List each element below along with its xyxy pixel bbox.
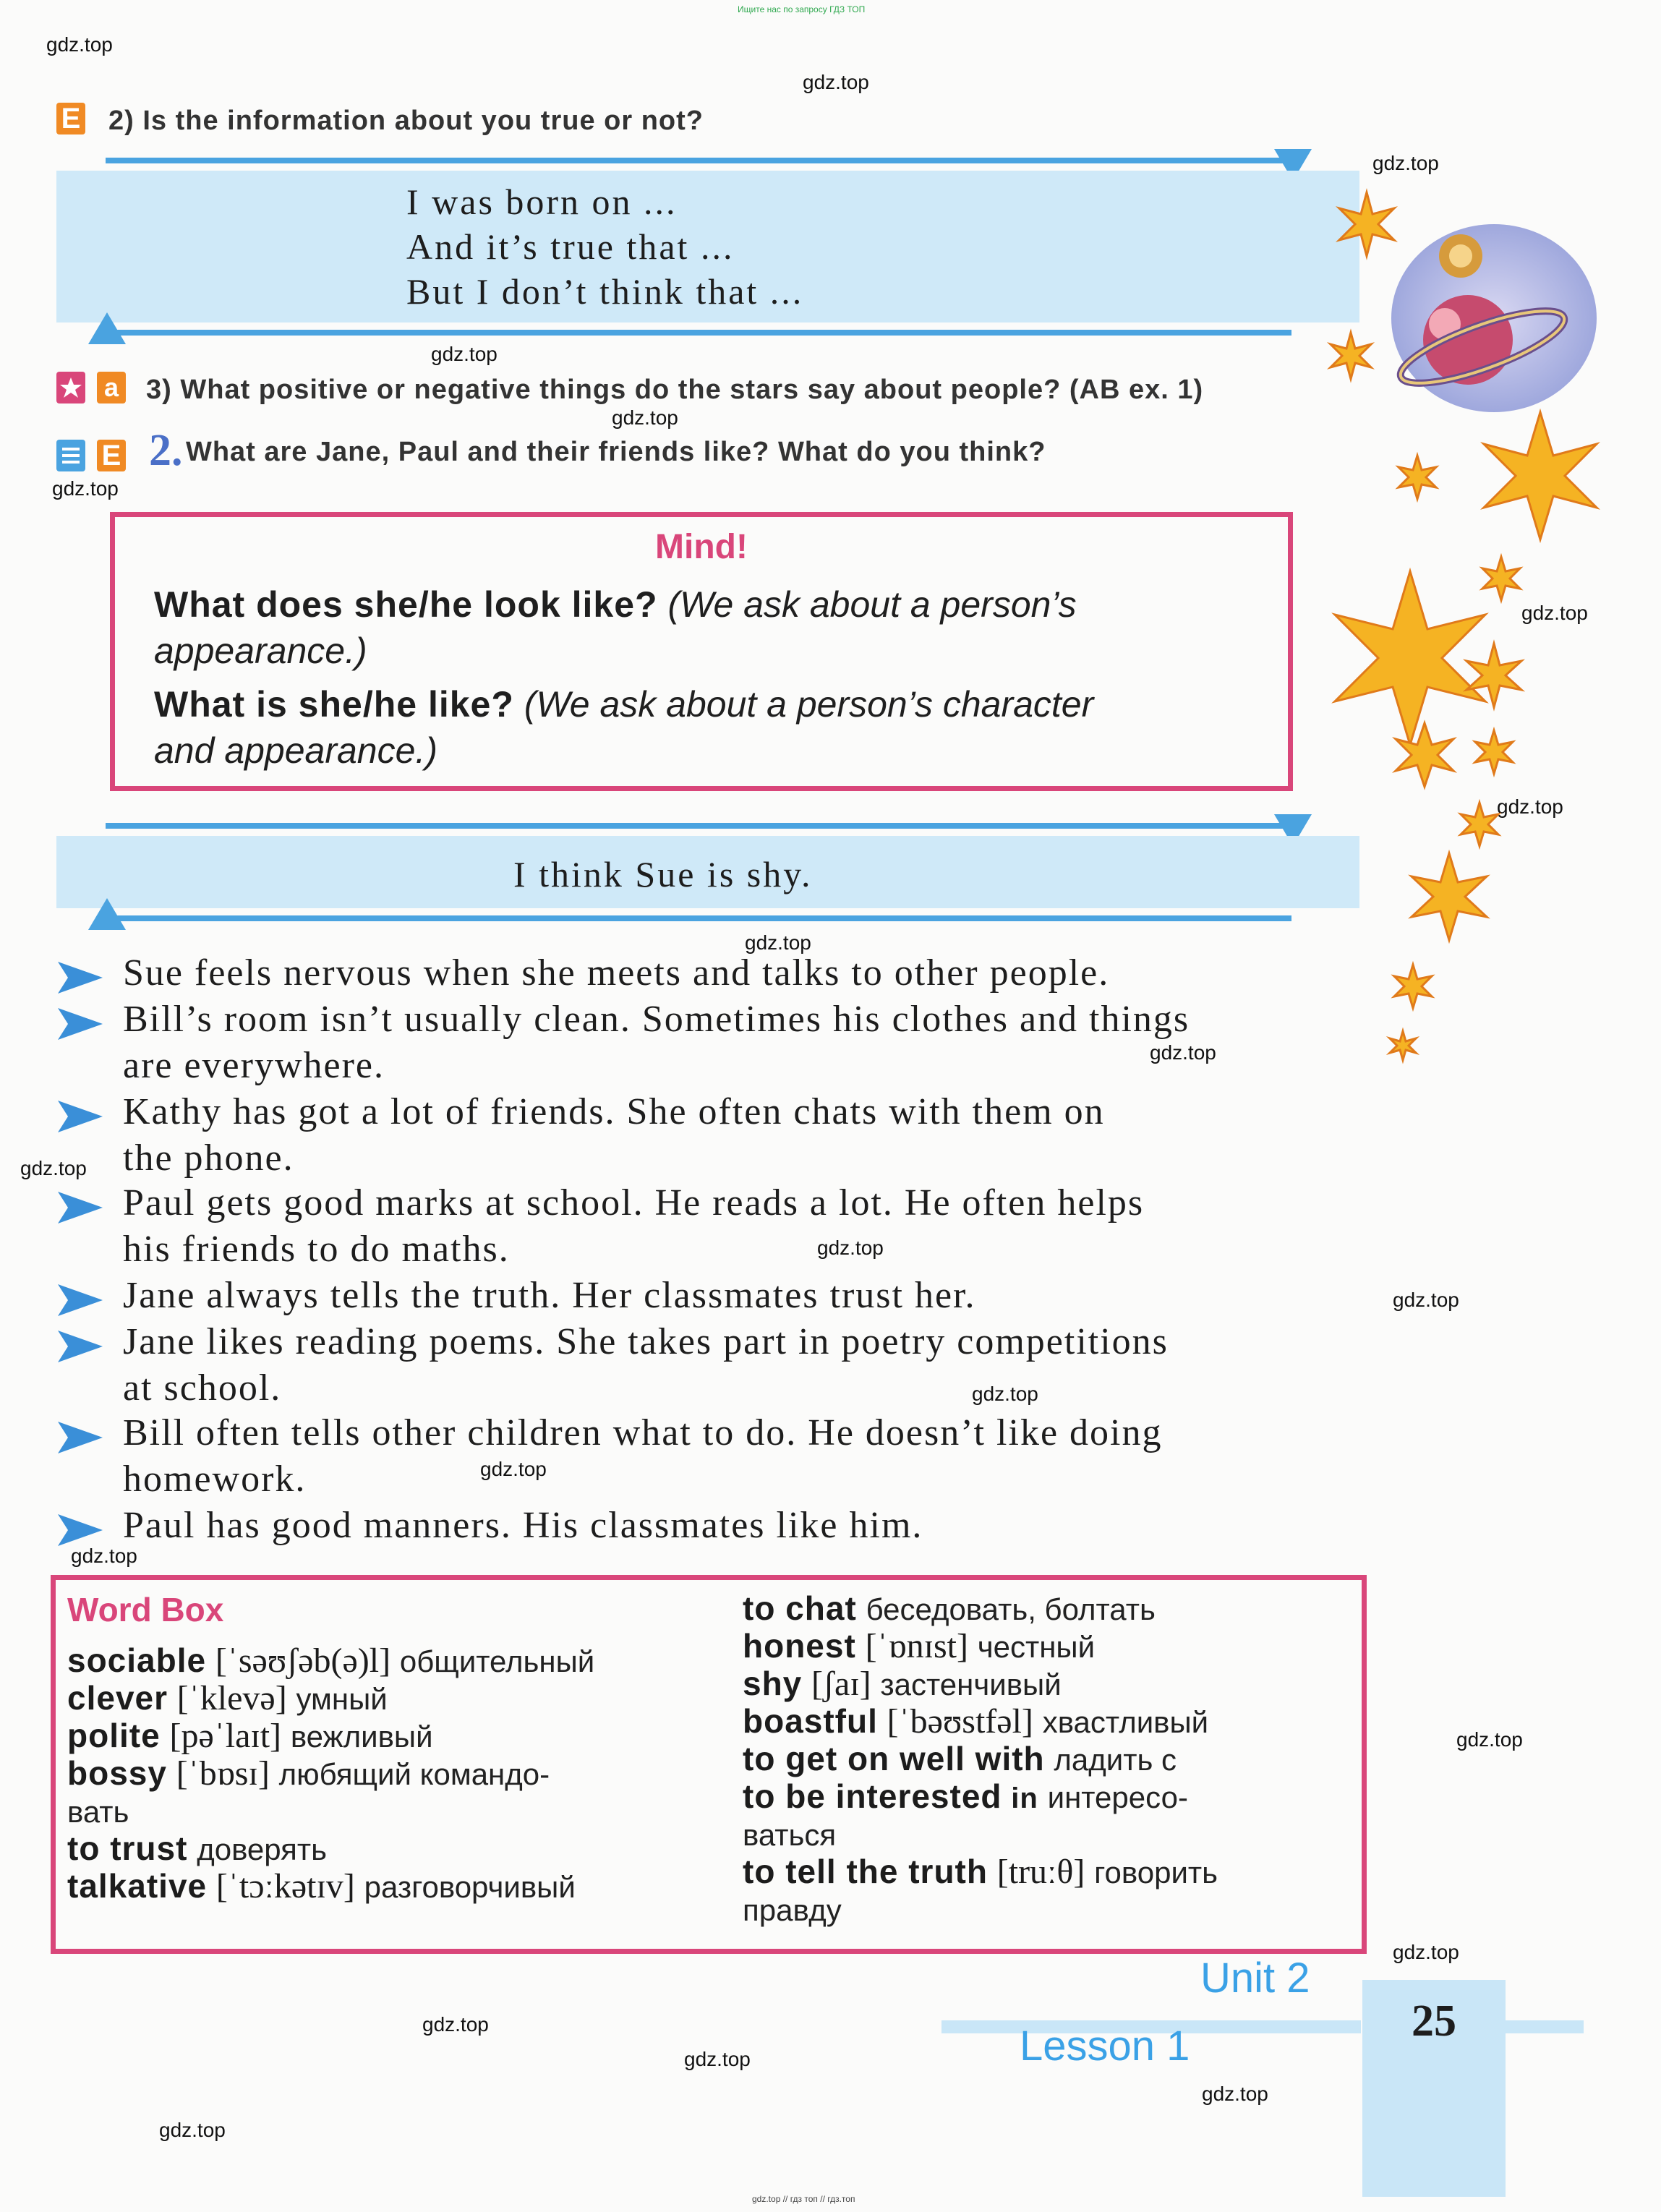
- a-badge-icon: a: [97, 372, 126, 403]
- question-3: 3) What positive or negative things do the stars say about people? (AB ex. 1): [146, 375, 1204, 405]
- word-entry: talkative [ˈtɔːkətɪv] разговорчивый: [67, 1867, 576, 1905]
- pattern-line: I was born on ...: [406, 182, 678, 222]
- bullet-arrow-icon: [56, 1511, 104, 1549]
- star-icon: [1394, 965, 1432, 1008]
- word-entry-cont: ваться: [743, 1818, 837, 1852]
- watermark: gdz.top: [52, 477, 119, 500]
- word-entry: honest [ˈɒnɪst] честный: [743, 1627, 1096, 1665]
- mind-title: Mind!: [655, 528, 748, 566]
- bullet-arrow-icon: [56, 1281, 104, 1319]
- word-entry: boastful [ˈbəʊstfəl] хвастливый: [743, 1702, 1209, 1741]
- statement-line: the phone.: [123, 1137, 294, 1179]
- statement-line: at school.: [123, 1367, 282, 1409]
- watermark: gdz.top: [817, 1237, 884, 1259]
- watermark: gdz.top: [1202, 2083, 1268, 2105]
- star-badge-icon: [56, 372, 85, 403]
- bullet-arrow-icon: [56, 1098, 104, 1135]
- mind-question-1-cont: appearance.): [154, 631, 367, 671]
- exercise-2-heading: 2. What are Jane, Paul and their friends like? What do you think?: [149, 426, 1046, 475]
- mind-box: [110, 512, 1293, 791]
- band-top-line: [106, 158, 1299, 163]
- band-bottom-line: [106, 915, 1291, 921]
- band-top-line: [106, 823, 1299, 829]
- word-entry: shy [ʃaɪ] застенчивый: [743, 1665, 1062, 1703]
- statement-line: are everywhere.: [123, 1045, 385, 1086]
- e-badge-icon: E: [97, 440, 126, 471]
- stars-decoration: [1323, 166, 1613, 1106]
- pattern-line: But I don’t think that ...: [406, 271, 804, 312]
- statement-line: his friends to do maths.: [123, 1229, 510, 1270]
- watermark: gdz.top: [1497, 795, 1563, 818]
- statement-line: Paul gets good marks at school. He reads a lot. He often helps: [123, 1182, 1145, 1224]
- top-site-note: Ищите нас по запросу ГДЗ ТОП: [738, 4, 866, 14]
- watermark: gdz.top: [480, 1458, 547, 1480]
- watermark: gdz.top: [972, 1383, 1038, 1405]
- bullet-arrow-icon: [56, 1419, 104, 1456]
- word-entry: bossy [ˈbɒsɪ] любящий командо-: [67, 1754, 550, 1793]
- statement-line: Bill’s room isn’t usually clean. Sometimes his clothes and things: [123, 999, 1190, 1040]
- word-entry-cont: правду: [743, 1893, 842, 1927]
- bottom-site-note: gdz.top // гдз топ // гдз.топ: [752, 2194, 855, 2204]
- word-box-title: Word Box: [67, 1591, 224, 1628]
- statement-line: Sue feels nervous when she meets and talks to other people.: [123, 952, 1110, 994]
- watermark: gdz.top: [71, 1545, 137, 1567]
- star-icon: [1335, 571, 1485, 745]
- band-arrow-up-icon: [88, 312, 126, 344]
- band-bottom-line: [106, 330, 1291, 336]
- word-entry: sociable [ˈsəʊʃəb(ə)l] общительный: [67, 1641, 595, 1680]
- word-entry: to be interested in интересо-: [743, 1777, 1188, 1815]
- word-box: [51, 1575, 1367, 1954]
- star-icon: [1475, 730, 1513, 774]
- statement-line: Jane likes reading poems. She takes part in poetry competitions: [123, 1321, 1169, 1362]
- lesson-label: Lesson 1: [1020, 2023, 1190, 2070]
- word-entry: clever [ˈklevə] умный: [67, 1679, 388, 1717]
- pattern-line: And it’s true that ...: [406, 226, 735, 267]
- bullet-arrow-icon: [56, 1328, 104, 1365]
- watermark: gdz.top: [1150, 1041, 1216, 1064]
- word-entry: to tell the truth [truːθ] говорить: [743, 1853, 1218, 1891]
- star-icon: [1390, 1031, 1416, 1060]
- watermark: gdz.top: [46, 33, 113, 56]
- watermark: gdz.top: [20, 1157, 87, 1179]
- band-arrow-up-icon: [88, 898, 126, 930]
- footer-stripe: [1504, 2020, 1584, 2033]
- watermark: gdz.top: [1456, 1728, 1523, 1751]
- watermark: gdz.top: [1372, 152, 1439, 174]
- watermark: gdz.top: [431, 343, 498, 365]
- statement-line: Paul has good manners. His classmates like him.: [123, 1505, 923, 1546]
- watermark: gdz.top: [1393, 1289, 1459, 1311]
- word-entry: to chat беседовать, болтать: [743, 1589, 1156, 1627]
- unit-label: Unit 2: [1200, 1955, 1310, 2002]
- mind-question-2-cont: and appearance.): [154, 730, 437, 771]
- star-icon: [1399, 456, 1436, 499]
- pattern-line: I think Sue is shy.: [513, 854, 813, 894]
- watermark: gdz.top: [612, 406, 678, 429]
- question-2: 2) Is the information about you true or not?: [108, 106, 704, 136]
- star-icon: [1461, 803, 1498, 846]
- watermark: gdz.top: [803, 71, 869, 93]
- bullet-arrow-icon: [56, 959, 104, 996]
- page-number: 25: [1412, 1997, 1456, 2046]
- word-entry: to get on well with ладить с: [743, 1740, 1177, 1777]
- star-icon: [1484, 412, 1597, 539]
- star-icon: [1396, 723, 1453, 787]
- bullet-arrow-icon: [56, 1189, 104, 1226]
- word-entry-cont: вать: [67, 1795, 129, 1829]
- e-badge-icon: E: [56, 103, 85, 134]
- mind-question-1: What does she/he look like? (We ask about a person’s: [154, 584, 1077, 625]
- star-icon: [1412, 853, 1487, 940]
- watermark: gdz.top: [684, 2048, 751, 2070]
- word-entry: to trust доверять: [67, 1829, 328, 1867]
- statement-line: Jane always tells the truth. Her classmates trust her.: [123, 1275, 976, 1316]
- watermark: gdz.top: [422, 2013, 489, 2036]
- list-badge-icon: [56, 440, 85, 471]
- bullet-arrow-icon: [56, 1005, 104, 1043]
- watermark: gdz.top: [745, 931, 811, 954]
- mind-question-2: What is she/he like? (We ask about a person’s character: [154, 684, 1094, 725]
- statement-line: Bill often tells other children what to do. He doesn’t like doing: [123, 1412, 1163, 1453]
- word-entry: polite [pəˈlaɪt] вежливый: [67, 1717, 433, 1755]
- watermark: gdz.top: [1393, 1941, 1459, 1963]
- statement-line: Kathy has got a lot of friends. She often chats with them on: [123, 1091, 1105, 1132]
- statement-line: homework.: [123, 1459, 307, 1500]
- star-icon: [1339, 192, 1394, 256]
- planet-icon: [1391, 224, 1597, 412]
- watermark: gdz.top: [159, 2119, 226, 2141]
- watermark: gdz.top: [1521, 602, 1588, 624]
- star-icon: [1482, 557, 1520, 600]
- star-icon: [1331, 333, 1371, 379]
